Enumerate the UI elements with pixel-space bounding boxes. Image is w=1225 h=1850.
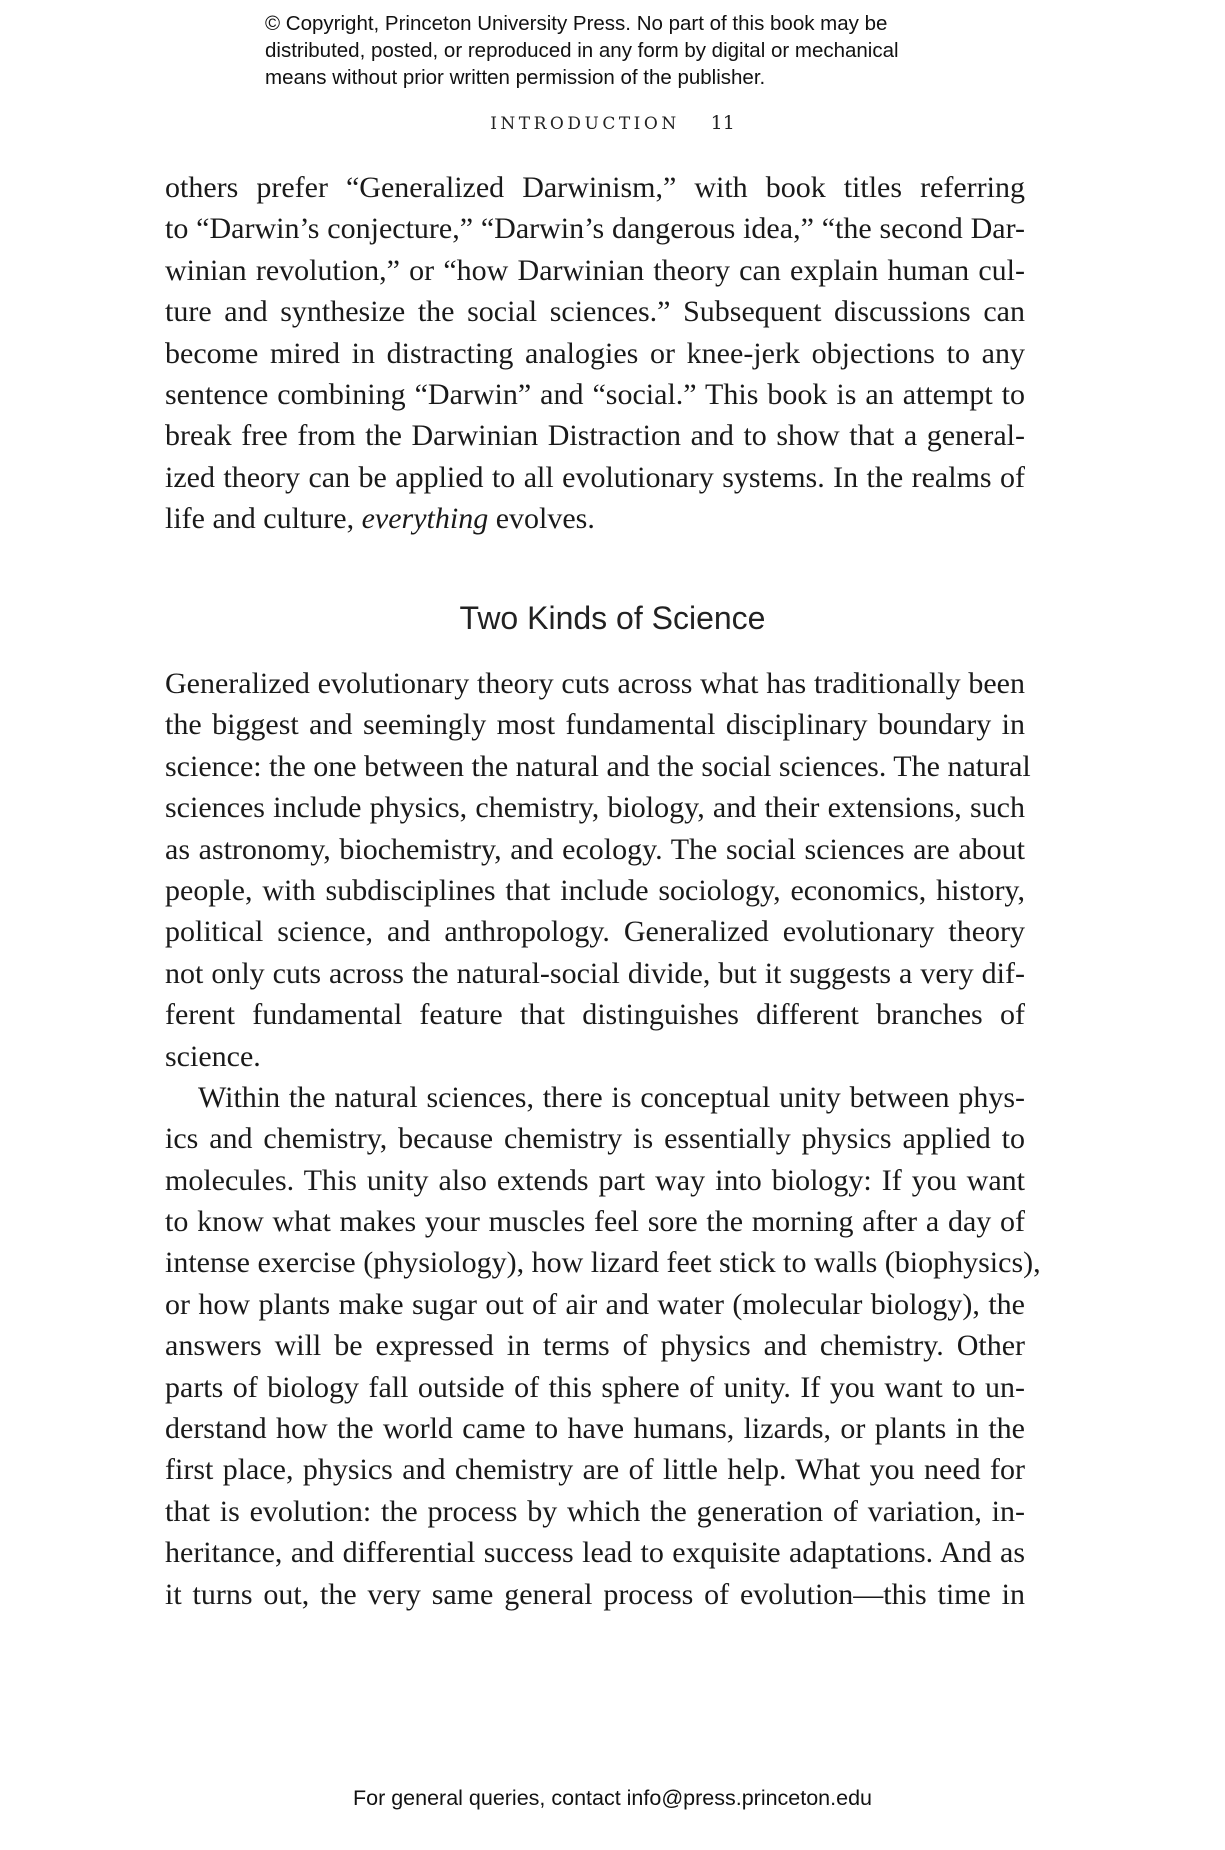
text-line: science.	[165, 1039, 261, 1073]
text-line: political science, and anthropology. Generalized evolutionary theory	[165, 915, 1025, 949]
text-line: to know what makes your muscles feel sore the morning after a day of	[165, 1205, 1025, 1239]
text-line: as astronomy, biochemistry, and ecology. The social sciences are about	[165, 832, 1025, 866]
text-run: evolves.	[488, 502, 595, 536]
text-line	[165, 498, 1025, 539]
section-body	[165, 663, 1041, 1615]
text-line: that is evolution: the process by which the generation of variation, in-	[165, 1494, 1025, 1528]
copyright-line: distributed, posted, or reproduced in any form by digital or mechanical	[265, 39, 899, 62]
text-line: answers will be expressed in terms of physics and chemistry. Other	[165, 1329, 1025, 1363]
text-line: become mired in distracting analogies or knee-jerk objections to any	[165, 336, 1025, 370]
text-line: break free from the Darwinian Distraction and to show that a general-	[165, 419, 1025, 453]
text-line: winian revolution,” or “how Darwinian theory can explain human cul-	[165, 253, 1025, 287]
text-line: ics and chemistry, because chemistry is essentially physics applied to	[165, 1122, 1025, 1156]
text-line: derstand how the world came to have humans, lizards, or plants in the	[165, 1412, 1025, 1446]
text-line: intense exercise (physiology), how lizard feet stick to walls (biophysics),	[165, 1246, 1041, 1280]
text-line: first place, physics and chemistry are of little help. What you need for	[165, 1453, 1025, 1487]
text-run: life and culture,	[165, 502, 362, 536]
copyright-line: © Copyright, Princeton University Press. No part of this book may be	[265, 12, 888, 35]
text-line: parts of biology fall outside of this sphere of unity. If you want to un-	[165, 1370, 1025, 1404]
opening-paragraph	[165, 167, 1025, 540]
text-line: heritance, and differential success lead to exquisite adaptations. And as	[165, 1536, 1025, 1570]
text-line: ture and synthesize the social sciences.” Subsequent discussions can	[165, 295, 1025, 329]
text-line: Within the natural sciences, there is conceptual unity between phys-	[198, 1080, 1025, 1114]
text-line: the biggest and seemingly most fundamental disciplinary boundary in	[165, 708, 1025, 742]
page-number: 11	[710, 112, 735, 134]
text-line: to “Darwin’s conjecture,” “Darwin’s dangerous idea,” “the second Dar-	[165, 212, 1025, 246]
text-line: others prefer “Generalized Darwinism,” with book titles referring	[165, 171, 1025, 204]
copyright-notice	[265, 10, 985, 91]
text-line: sciences include physics, chemistry, biology, and their extensions, such	[165, 791, 1025, 825]
text-line: Generalized evolutionary theory cuts across what has traditionally been	[165, 667, 1025, 700]
paragraph	[165, 1077, 1041, 1615]
text-line: science: the one between the natural and the social sciences. The natural	[165, 749, 1031, 783]
emphasized-word: everything	[361, 502, 489, 536]
text-line: sentence combining “Darwin” and “social.” This book is an attempt to	[165, 377, 1025, 411]
text-line: ized theory can be applied to all evolutionary systems. In the realms of	[165, 460, 1025, 494]
text-line: not only cuts across the natural-social divide, but it suggests a very dif-	[165, 956, 1025, 990]
text-line: people, with subdisciplines that include sociology, economics, history,	[165, 873, 1025, 907]
text-line: or how plants make sugar out of air and water (molecular biology), the	[165, 1287, 1025, 1321]
running-head	[0, 112, 1225, 134]
text-line: ferent fundamental feature that distinguishes different branches of	[165, 998, 1025, 1032]
section-heading: Two Kinds of Science	[459, 600, 766, 636]
text-line: it turns out, the very same general process of evolution—this time in	[165, 1577, 1025, 1611]
footer-contact: For general queries, contact info@press.princeton.edu	[352, 1786, 872, 1810]
running-head-section: INTRODUCTION	[490, 114, 680, 134]
paragraph	[165, 663, 1031, 1077]
text-line: molecules. This unity also extends part way into biology: If you want	[165, 1163, 1025, 1197]
copyright-line: means without prior written permission of the publisher.	[265, 66, 766, 89]
